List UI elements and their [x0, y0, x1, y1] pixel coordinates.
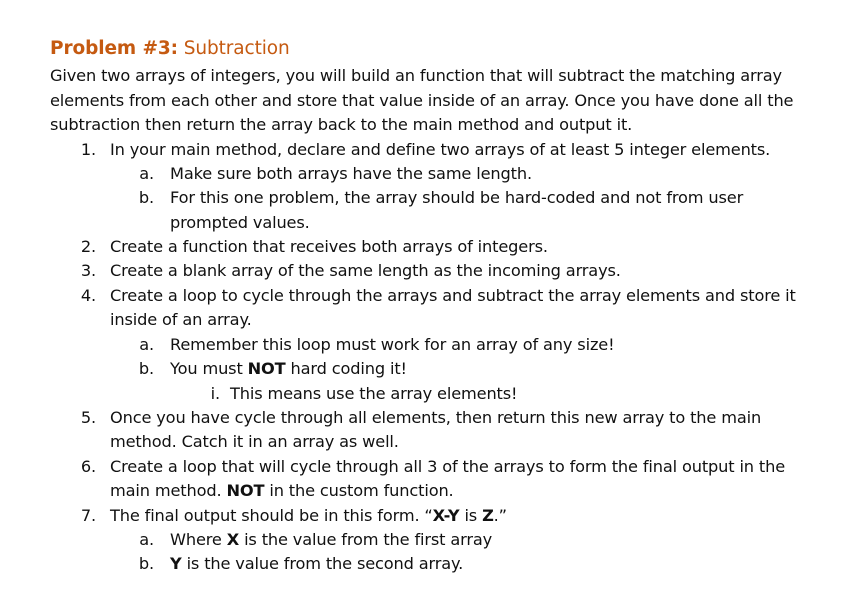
- list-item-text: [170, 530, 492, 550]
- text-run: You must: [170, 359, 248, 378]
- list-item-4-continued: inside of an array.: [110, 310, 252, 329]
- list-item-text: Create a loop that will cycle through all 3 of the arrays to form the final output in the: [110, 457, 786, 476]
- list-item-text: Create a function that receives both arrays of integers.: [110, 237, 548, 256]
- text-run: The final output should be in this form. “: [110, 506, 433, 525]
- text-run: hard coding it!: [285, 359, 407, 378]
- list-marker: a.: [139, 164, 154, 183]
- list-item-1b-continued: prompted values.: [170, 213, 310, 232]
- list-item-text: [170, 554, 463, 574]
- text-run: is the value from the first array: [239, 530, 493, 549]
- list-item-text: For this one problem, the array should be hard-coded and not from user: [170, 188, 744, 207]
- list-marker: 2.: [80, 237, 96, 256]
- list-marker: b.: [138, 188, 154, 207]
- text-run: main method.: [110, 481, 227, 500]
- title-rest: Subtraction: [177, 38, 290, 59]
- list-marker: a.: [139, 530, 154, 549]
- list-marker: 7.: [80, 506, 96, 525]
- list-marker: i.: [210, 384, 220, 403]
- list-marker: 1.: [80, 140, 96, 159]
- emphasis-x-y: X-Y: [432, 506, 460, 525]
- list-marker: 4.: [80, 286, 96, 305]
- list-item-text: This means use the array elements!: [230, 384, 518, 403]
- text-run: is: [459, 506, 483, 525]
- list-marker: b.: [138, 359, 154, 378]
- list-item-text: [170, 359, 407, 379]
- intro-line-3: subtraction then return the array back to the main method and output it.: [50, 115, 633, 134]
- text-run: .”: [493, 506, 507, 525]
- intro-line-2: elements from each other and store that value inside of an array. Once you have done all the: [50, 91, 794, 110]
- list-marker: 5.: [80, 408, 96, 427]
- emphasis-not: NOT: [226, 481, 265, 500]
- text-run: is the value from the second array.: [181, 554, 464, 573]
- list-item-text: Remember this loop must work for an array of any size!: [170, 335, 615, 354]
- list-marker: b.: [138, 554, 154, 573]
- text-run: Where: [170, 530, 227, 549]
- list-item-text: Once you have cycle through all elements, then return this new array to the main: [110, 408, 762, 427]
- list-marker: 3.: [80, 261, 96, 280]
- emphasis-y: Y: [170, 554, 182, 573]
- list-marker: 6.: [80, 457, 96, 476]
- list-item-text: Make sure both arrays have the same length.: [170, 164, 532, 183]
- list-marker: a.: [139, 335, 154, 354]
- emphasis-not: NOT: [247, 359, 286, 378]
- list-item-6-continued: [110, 481, 454, 501]
- emphasis-z: Z: [482, 506, 494, 525]
- emphasis-x: X: [226, 530, 240, 549]
- list-item-5-continued: method. Catch it in an array as well.: [110, 432, 399, 451]
- list-item-text: In your main method, declare and define two arrays of at least 5 integer elements.: [110, 140, 771, 159]
- list-item-text: Create a blank array of the same length as the incoming arrays.: [110, 261, 621, 280]
- title-bold: Problem #3:: [50, 38, 178, 59]
- list-item-text: Create a loop to cycle through the arrays and subtract the array elements and store it: [110, 286, 796, 305]
- problem-title: [50, 38, 290, 60]
- list-item-text: [110, 506, 507, 526]
- intro-line-1: Given two arrays of integers, you will build an function that will subtract the matching array: [50, 66, 782, 85]
- text-run: in the custom function.: [264, 481, 454, 500]
